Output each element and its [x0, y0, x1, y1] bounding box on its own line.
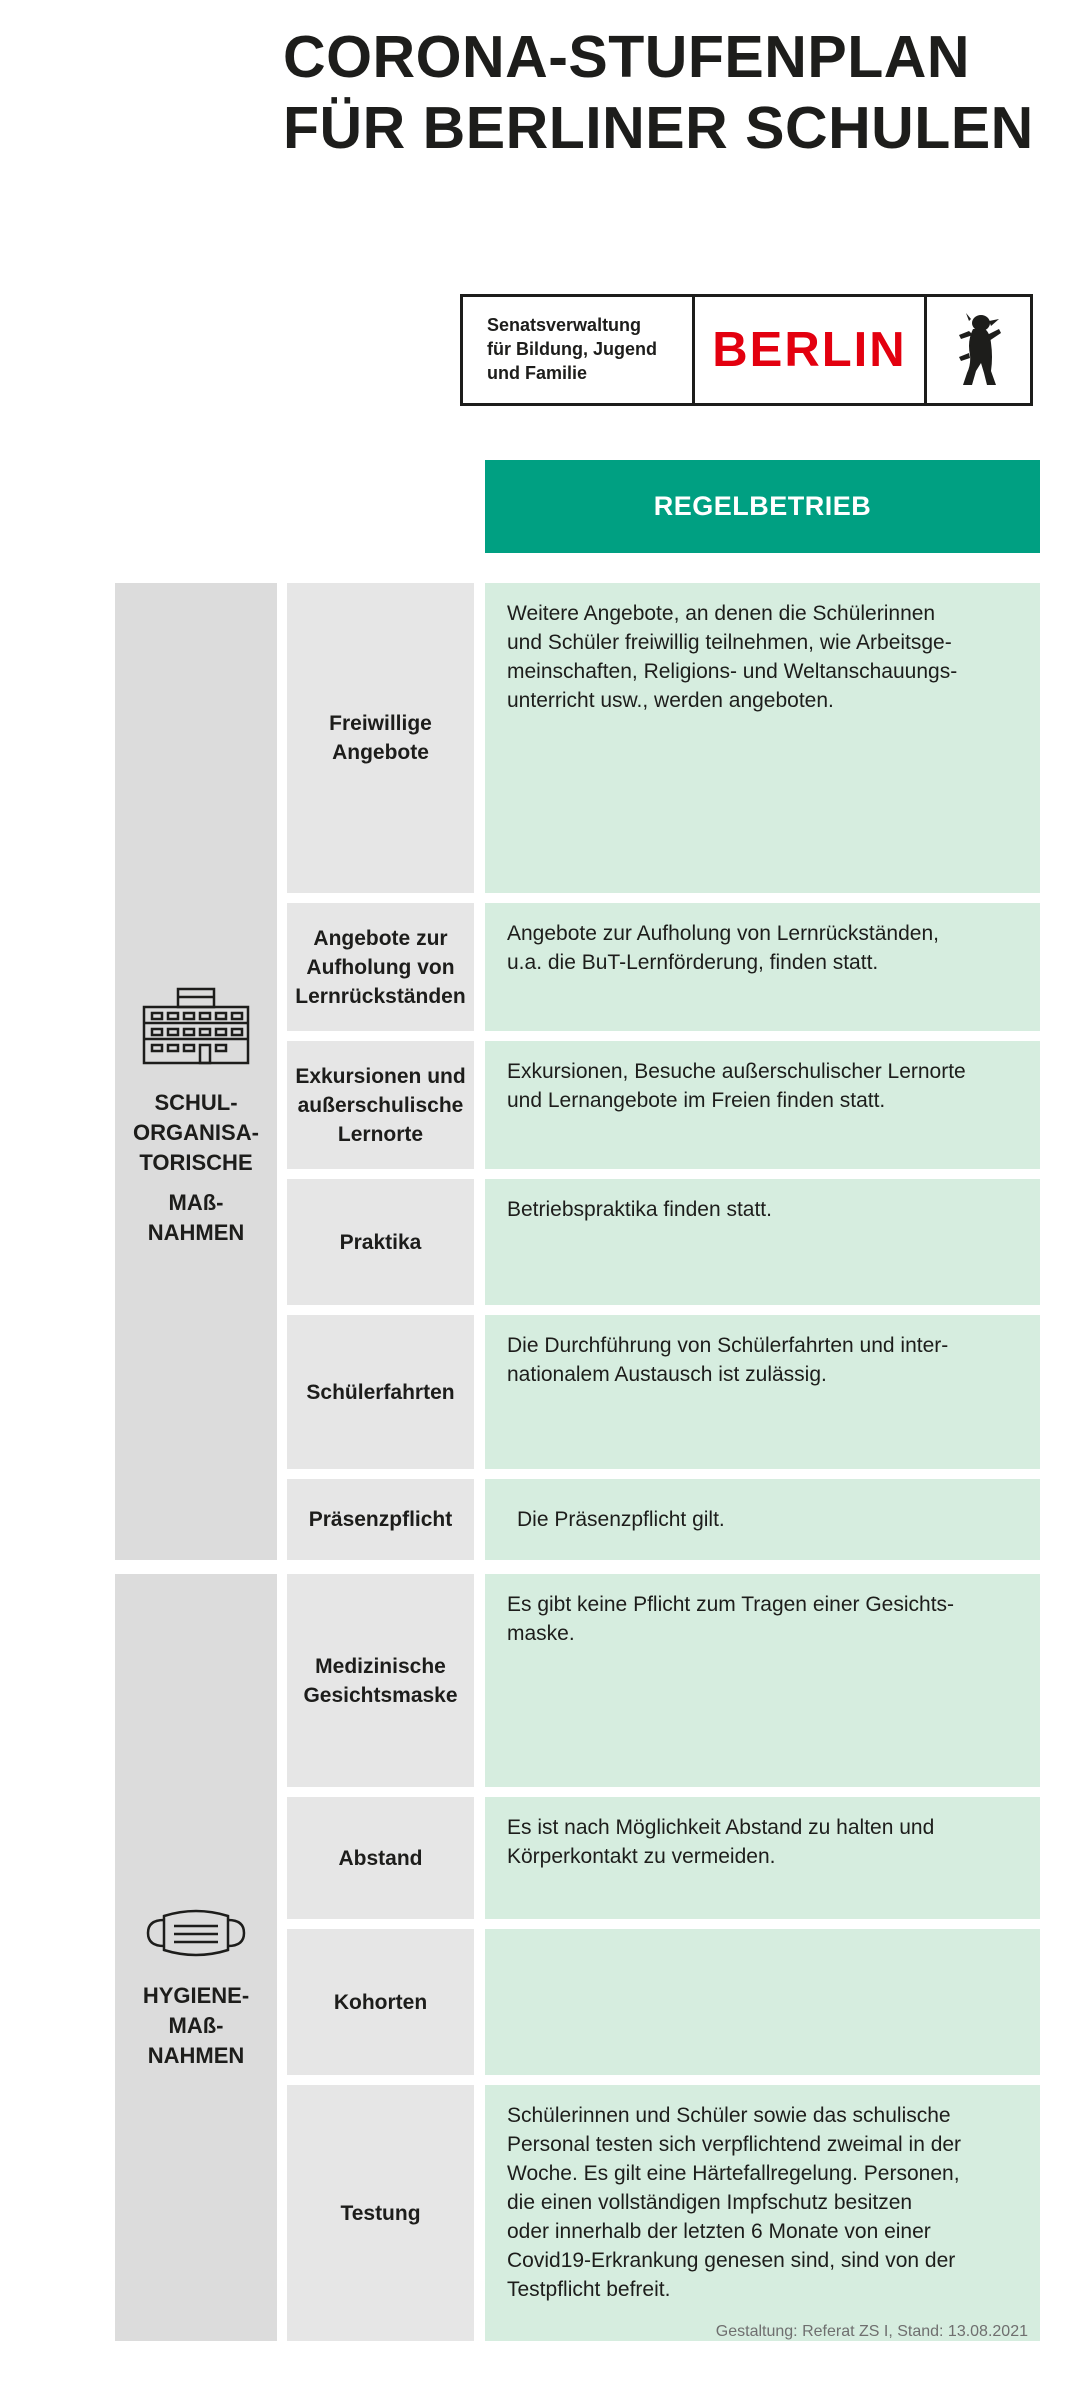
- category-line: Schülerfahrten: [306, 1380, 455, 1404]
- row-description-praktika: [485, 1179, 1040, 1305]
- description-line: Personal testen sich verpflichtend zweimal in der: [507, 2133, 962, 2156]
- row-category-aufholung: [287, 903, 474, 1031]
- page-title: [283, 22, 1063, 164]
- description-line: unterricht usw., werden angeboten.: [507, 689, 834, 712]
- description-line: Woche. Es gilt eine Härtefallregelung. Personen,: [507, 2162, 960, 2185]
- section-hygiene-label-line: HYGIENE-: [142, 1983, 250, 2008]
- row-category-testung: [287, 2085, 474, 2341]
- description-line: Es gibt keine Pflicht zum Tragen einer Gesichts-: [507, 1593, 955, 1616]
- description-line: meinschaften, Religions- und Weltanschauungs-: [507, 660, 958, 683]
- section-school-label-line: SCHUL-: [154, 1090, 238, 1115]
- row-description-exkursionen: [485, 1041, 1040, 1169]
- logo-dept-line-3: und Familie: [487, 363, 588, 383]
- description-line: Weitere Angebote, an denen die Schülerinnen: [507, 602, 936, 625]
- description-line: und Lernangebote im Freien finden statt.: [507, 1089, 886, 1112]
- title-line-1: CORONA-STUFENPLAN: [283, 24, 970, 90]
- category-line: Freiwillige: [329, 712, 432, 735]
- description-line: Körperkontakt zu vermeiden.: [507, 1845, 776, 1868]
- face-mask-icon: [144, 1904, 248, 1967]
- row-category-kohorten: [287, 1929, 474, 2075]
- description-line: Exkursionen, Besuche außerschulischer Lernorte: [507, 1060, 966, 1083]
- category-line: Aufholung von: [306, 955, 455, 979]
- row-description-abstand: [485, 1797, 1040, 1919]
- row-description-kohorten: [485, 1929, 1040, 2075]
- row-description-praesenzpflicht: [485, 1479, 1040, 1560]
- row-description-schuelerfahrten: [485, 1315, 1040, 1469]
- section-hygiene: [115, 1574, 277, 2341]
- footer-credit: Gestaltung: Referat ZS I, Stand: 13.08.2021: [715, 2323, 1028, 2340]
- row-category-abstand: [287, 1797, 474, 1919]
- description-line: Es ist nach Möglichkeit Abstand zu halten und: [507, 1816, 935, 1839]
- description-line: Testpflicht befreit.: [507, 2278, 671, 2301]
- logo-dept-line-2: für Bildung, Jugend: [487, 339, 657, 359]
- logo-dept-line-1: Senatsverwaltung: [487, 315, 642, 335]
- logo-department: [463, 297, 695, 403]
- section-school-label-line: NAHMEN: [147, 1220, 245, 1245]
- section-hygiene-label: [143, 1981, 249, 2071]
- description-line: Die Präsenzpflicht gilt.: [517, 1508, 725, 1531]
- column-header-regelbetrieb: REGELBETRIEB: [485, 460, 1040, 553]
- description-line: u.a. die BuT-Lernförderung, finden statt.: [507, 951, 879, 974]
- description-line: und Schüler freiwillig teilnehmen, wie Arbeitsge-: [507, 631, 952, 654]
- berlin-logo: [460, 294, 1033, 406]
- category-line: Angebote zur: [313, 926, 448, 950]
- section-school-organisation: [115, 583, 277, 1560]
- row-category-schuelerfahrten: [287, 1315, 474, 1469]
- category-line: Gesichtsmaske: [303, 1683, 458, 1707]
- section-school-label-line: TORISCHE: [139, 1150, 253, 1175]
- description-line: maske.: [507, 1622, 575, 1645]
- category-line: Testung: [340, 2201, 421, 2225]
- row-description-aufholung: [485, 903, 1040, 1031]
- category-line: Angebote: [332, 741, 429, 764]
- row-description-testung: [485, 2085, 1040, 2341]
- row-category-exkursionen: [287, 1041, 474, 1169]
- description-line: die einen vollständigen Impfschutz besitzen: [507, 2191, 913, 2214]
- category-line: Lernrückständen: [295, 984, 466, 1008]
- category-line: Exkursionen und: [295, 1064, 466, 1088]
- row-category-gesichtsmaske: [287, 1574, 474, 1787]
- description-line: Schülerinnen und Schüler sowie das schulische: [507, 2104, 951, 2127]
- category-line: Medizinische: [315, 1654, 446, 1678]
- description-line: nationalem Austausch ist zulässig.: [507, 1363, 827, 1386]
- logo-city: BERLIN: [695, 297, 927, 403]
- category-line: Kohorten: [333, 1990, 428, 2014]
- category-line: außerschulische: [297, 1093, 464, 1117]
- school-building-icon: [140, 983, 252, 1070]
- description-line: Die Durchführung von Schülerfahrten und inter-: [507, 1334, 949, 1357]
- title-line-2: FÜR BERLINER SCHULEN: [283, 95, 1034, 161]
- category-line: Lernorte: [337, 1122, 424, 1146]
- row-category-praktika: [287, 1179, 474, 1305]
- category-line: Praktika: [339, 1230, 422, 1254]
- section-hygiene-label-line: NAHMEN: [147, 2043, 245, 2068]
- category-line: Präsenzpflicht: [308, 1508, 453, 1531]
- section-school-label-line: ORGANISA-: [133, 1120, 259, 1145]
- description-line: Betriebspraktika finden statt.: [507, 1198, 772, 1221]
- description-line: Covid19-Erkrankung genesen sind, sind von der: [507, 2249, 956, 2272]
- description-line: oder innerhalb der letzten 6 Monate von einer: [507, 2220, 931, 2243]
- description-line: Angebote zur Aufholung von Lernrückständen,: [507, 922, 939, 945]
- section-hygiene-label-line: MAß-: [168, 2013, 224, 2038]
- category-line: Abstand: [338, 1846, 423, 1870]
- berlin-bear-icon: [927, 297, 1030, 403]
- row-category-praesenzpflicht: [287, 1479, 474, 1560]
- row-description-gesichtsmaske: [485, 1574, 1040, 1787]
- row-description-freiwillige-angebote: [485, 583, 1040, 893]
- row-category-freiwillige-angebote: [287, 583, 474, 893]
- section-school-label-line: MAß-: [168, 1190, 224, 1215]
- section-school-label: [133, 1088, 259, 1248]
